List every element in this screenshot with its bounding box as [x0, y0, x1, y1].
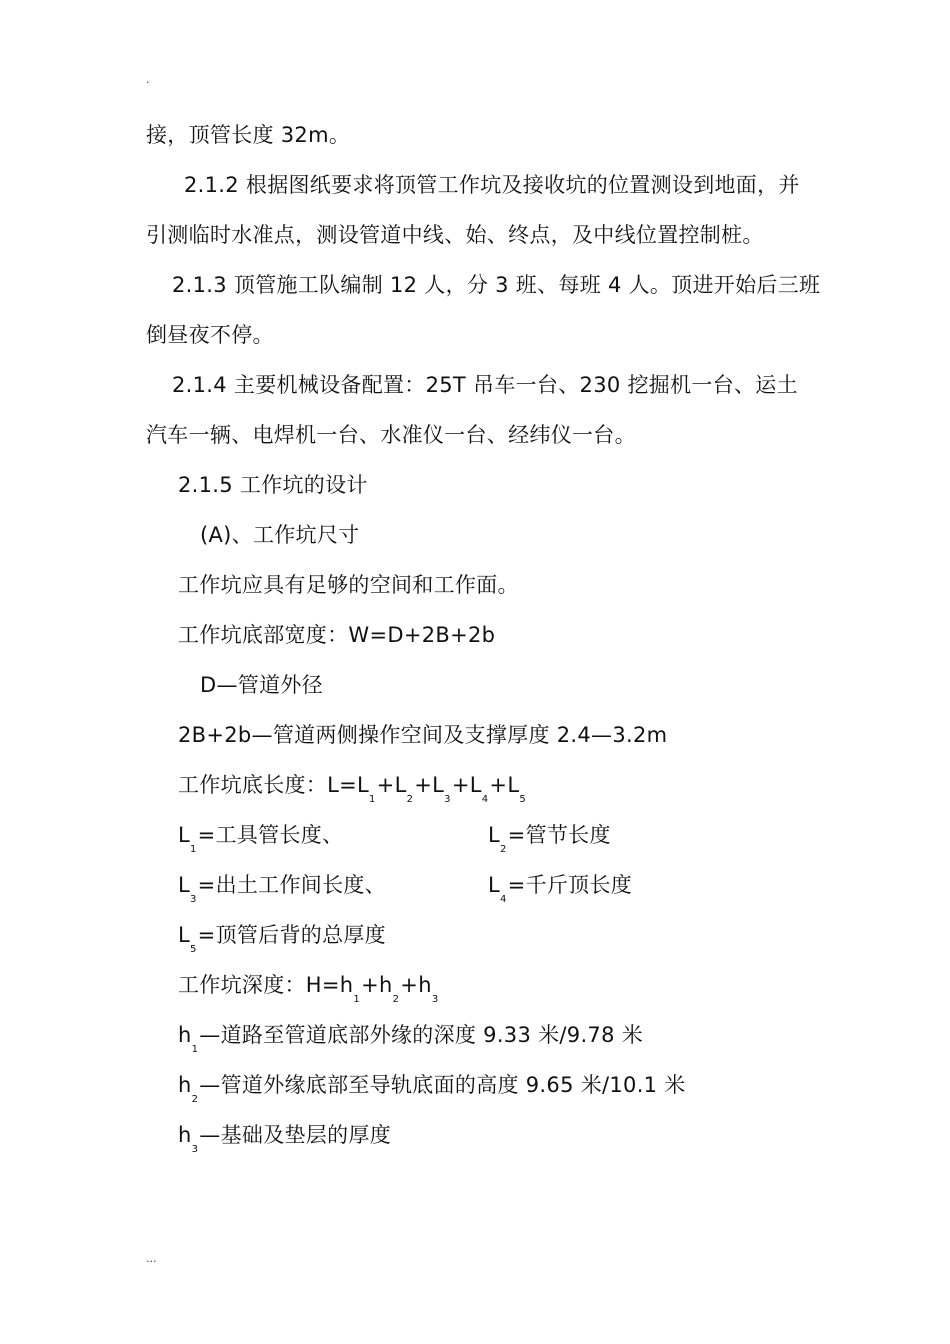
formula-prefix: 工作坑底长度：L=	[178, 773, 357, 797]
definition-L5: $L_5=$顶管后背的总厚度	[178, 923, 386, 955]
formula-term: $L_1+$	[357, 773, 395, 805]
formula-term: $h_2+$	[379, 973, 419, 1005]
definition-L3: $L_3=$出土工作间长度、	[178, 873, 386, 905]
paragraph-line: 2.1.3 顶管施工队编制 12 人，分 3 班、每班 4 人。顶进开始后三班	[172, 273, 821, 297]
footer-mark: ...	[146, 1252, 157, 1265]
subsection-heading: (A)、工作坑尺寸	[200, 523, 360, 547]
definition-h2: $h_2—$管道外缘底部至导轨底面的高度 9.65 米/10.1 米	[178, 1073, 686, 1105]
paragraph-line: 2.1.4 主要机械设备配置：25T 吊车一台、230 挖掘机一台、运土	[172, 373, 798, 397]
definition-L4: $L_4=$千斤顶长度	[488, 873, 633, 905]
paragraph-line: 接，顶管长度 32m。	[146, 123, 351, 147]
formula-term: $h_1+$	[339, 973, 379, 1005]
section-heading: 2.1.5 工作坑的设计	[178, 473, 368, 497]
definition-h1: $h_1—$道路至管道底部外缘的深度 9.33 米/9.78 米	[178, 1023, 644, 1055]
formula-prefix: 工作坑深度：H=	[178, 973, 340, 997]
definition-line: 2B+2b—管道两侧操作空间及支撑厚度 2.4—3.2m	[178, 723, 668, 747]
paragraph-line: 汽车一辆、电焊机一台、水准仪一台、经纬仪一台。	[146, 423, 636, 447]
formula-term: $L_3+$	[432, 773, 470, 805]
formula-width: 工作坑底部宽度：W=D+2B+2b	[178, 623, 496, 647]
definition-line: D—管道外径	[200, 673, 323, 697]
paragraph-line: 工作坑应具有足够的空间和工作面。	[178, 573, 519, 597]
paragraph-line: 倒昼夜不停。	[146, 323, 274, 347]
formula-length	[178, 770, 527, 805]
header-mark: ·	[146, 76, 150, 89]
definition-L2: $L_2=$管节长度	[488, 823, 611, 855]
formula-term: $h_3$	[418, 973, 439, 1005]
formula-term: $L_4+$	[469, 773, 508, 805]
paragraph-line: 2.1.2 根据图纸要求将顶管工作坑及接收坑的位置测设到地面，并	[184, 173, 800, 197]
formula-term: $L_5$	[507, 773, 526, 805]
definition-L1: $L_1=$工具管长度、	[178, 823, 344, 855]
definition-h3: $h_3—$基础及垫层的厚度	[178, 1123, 391, 1155]
formula-depth	[178, 970, 440, 1005]
paragraph-line: 引测临时水准点，测设管道中线、始、终点，及中线位置控制桩。	[146, 223, 764, 247]
formula-term: $L_2+$	[394, 773, 433, 805]
